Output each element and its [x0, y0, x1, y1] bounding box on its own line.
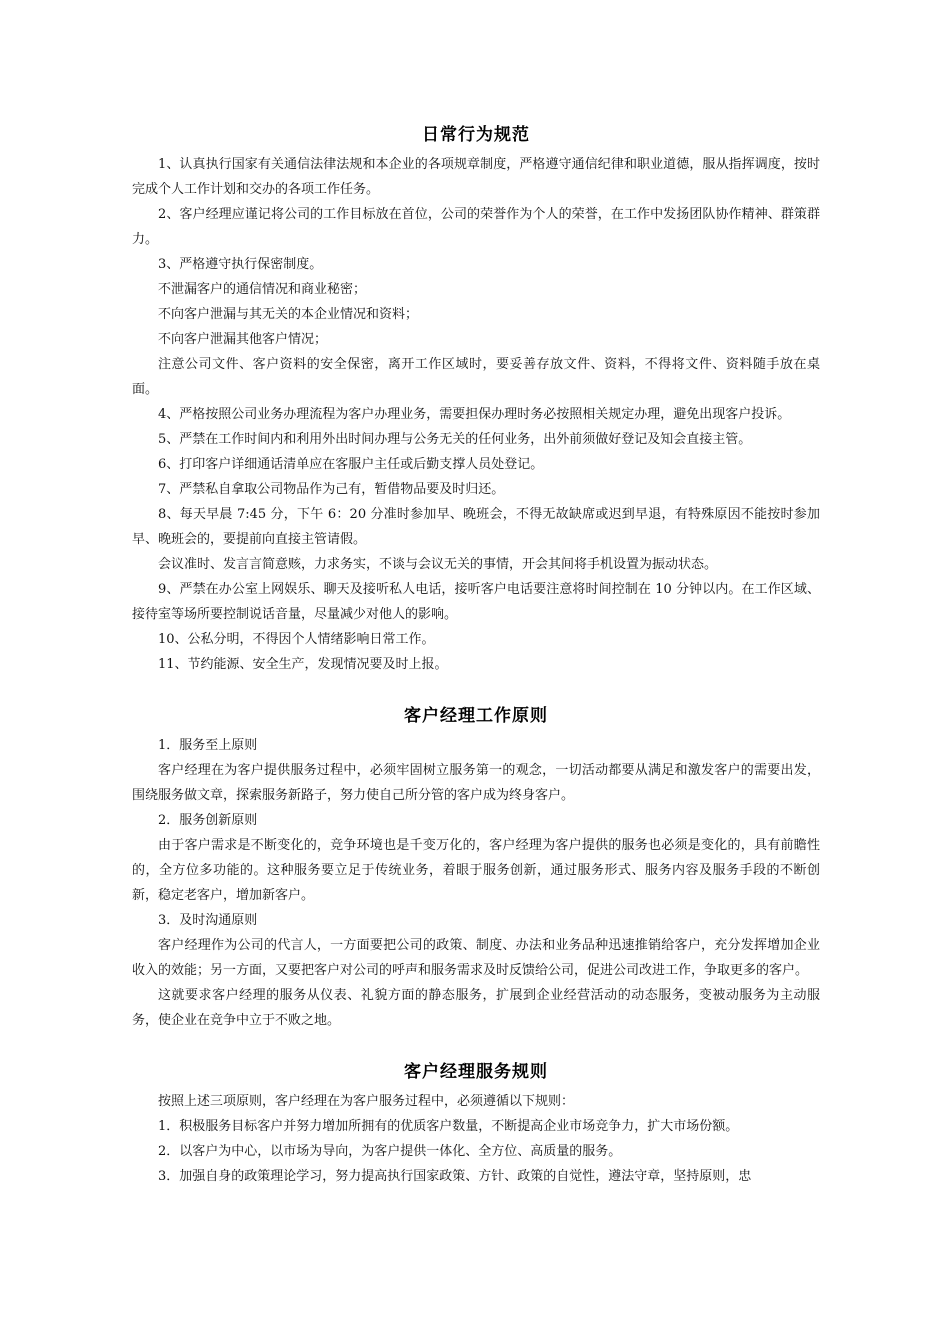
paragraph: 6、打印客户详细通话清单应在客服户主任或后勤支撑人员处登记。	[158, 457, 544, 472]
paragraph: 按照上述三项原则，客户经理在为客户服务过程中，必须遵循以下规则：	[158, 1094, 575, 1109]
paragraph: 3．及时沟通原则	[158, 913, 258, 928]
paragraph: 9、严禁在办公室上网娱乐、聊天及接听私人电话，接听客户电话要注意将时间控制在 10 分钟以内。在工作区域、接待室等场所要控制说话音量，尽量减少对他人的影响。	[132, 582, 820, 622]
paragraph: 这就要求客户经理的服务从仪表、礼貌方面的静态服务，扩展到企业经营活动的动态服务，变被动服务为主动服务，使企业在竞争中立于不败之地。	[132, 988, 820, 1028]
paragraph: 7、严禁私自拿取公司物品作为己有，暂借物品要及时归还。	[158, 482, 505, 497]
paragraph: 5、严禁在工作时间内和利用外出时间办理与公务无关的任何业务，出外前须做好登记及知会直接主管。	[158, 432, 752, 447]
paragraph: 不向客户泄漏其他客户情况；	[158, 332, 328, 347]
section-service-rules	[132, 1055, 820, 1189]
paragraph: 不向客户泄漏与其无关的本企业情况和资料；	[158, 307, 419, 322]
section-daily-conduct	[132, 118, 820, 677]
paragraph: 客户经理作为公司的代言人，一方面要把公司的政策、制度、办法和业务品种迅速推销给客户，充分发挥增加企业收入的效能；另一方面，又要把客户对公司的呼声和服务需求及时反馈给公司，促进公司改进工作，争取更多的客户。	[132, 938, 820, 978]
section-title: 客户经理服务规则	[404, 1062, 548, 1082]
paragraph: 11、节约能源、安全生产，发现情况要及时上报。	[158, 657, 448, 672]
paragraph: 由于客户需求是不断变化的，竞争环境也是千变万化的，客户经理为客户提供的服务也必须是变化的，具有前瞻性的，全方位多功能的。这种服务要立足于传统业务，着眼于服务创新，通过服务形式、服务内容及服务手段的不断创新，稳定老客户，增加新客户。	[132, 838, 820, 903]
section-work-principles	[132, 699, 820, 1033]
paragraph: 1．积极服务目标客户并努力增加所拥有的优质客户数量，不断提高企业市场竞争力，扩大市场份额。	[158, 1119, 739, 1134]
paragraph: 2．以客户为中心，以市场为导向，为客户提供一体化、全方位、高质量的服务。	[158, 1144, 622, 1159]
paragraph: 10、公私分明，不得因个人情绪影响日常工作。	[158, 632, 435, 647]
paragraph: 3、严格遵守执行保密制度。	[158, 257, 323, 272]
paragraph: 4、严格按照公司业务办理流程为客户办理业务，需要担保办理时务必按照相关规定办理，避免出现客户投诉。	[158, 407, 791, 422]
paragraph: 注意公司文件、客户资料的安全保密，离开工作区域时，要妥善存放文件、资料，不得将文件、资料随手放在桌面。	[132, 357, 820, 397]
paragraph: 8、每天早晨 7:45 分，下午 6：20 分准时参加早、晚班会，不得无故缺席或迟到早退，有特殊原因不能按时参加早、晚班会的，要提前向直接主管请假。	[132, 507, 820, 547]
paragraph: 2．服务创新原则	[158, 813, 258, 828]
paragraph: 客户经理在为客户提供服务过程中，必须牢固树立服务第一的观念，一切活动都要从满足和激发客户的需要出发，围绕服务做文章，探索服务新路子，努力使自己所分管的客户成为终身客户。	[132, 763, 820, 803]
paragraph: 2、客户经理应谨记将公司的工作目标放在首位，公司的荣誉作为个人的荣誉，在工作中发扬团队协作精神、群策群力。	[132, 207, 820, 247]
paragraph: 3．加强自身的政策理论学习，努力提高执行国家政策、方针、政策的自觉性，遵法守章，坚持原则，忠	[158, 1169, 752, 1184]
section-title: 客户经理工作原则	[404, 706, 548, 726]
paragraph: 会议准时、发言言简意赅，力求务实，不谈与会议无关的事情，开会其间将手机设置为振动状态。	[158, 557, 718, 572]
section-title: 日常行为规范	[422, 125, 530, 145]
paragraph: 1、认真执行国家有关通信法律法规和本企业的各项规章制度，严格遵守通信纪律和职业道德，服从指挥调度，按时完成个人工作计划和交办的各项工作任务。	[132, 157, 820, 197]
paragraph: 不泄漏客户的通信情况和商业秘密；	[158, 282, 367, 297]
document-page	[132, 118, 820, 1211]
paragraph: 1．服务至上原则	[158, 738, 258, 753]
